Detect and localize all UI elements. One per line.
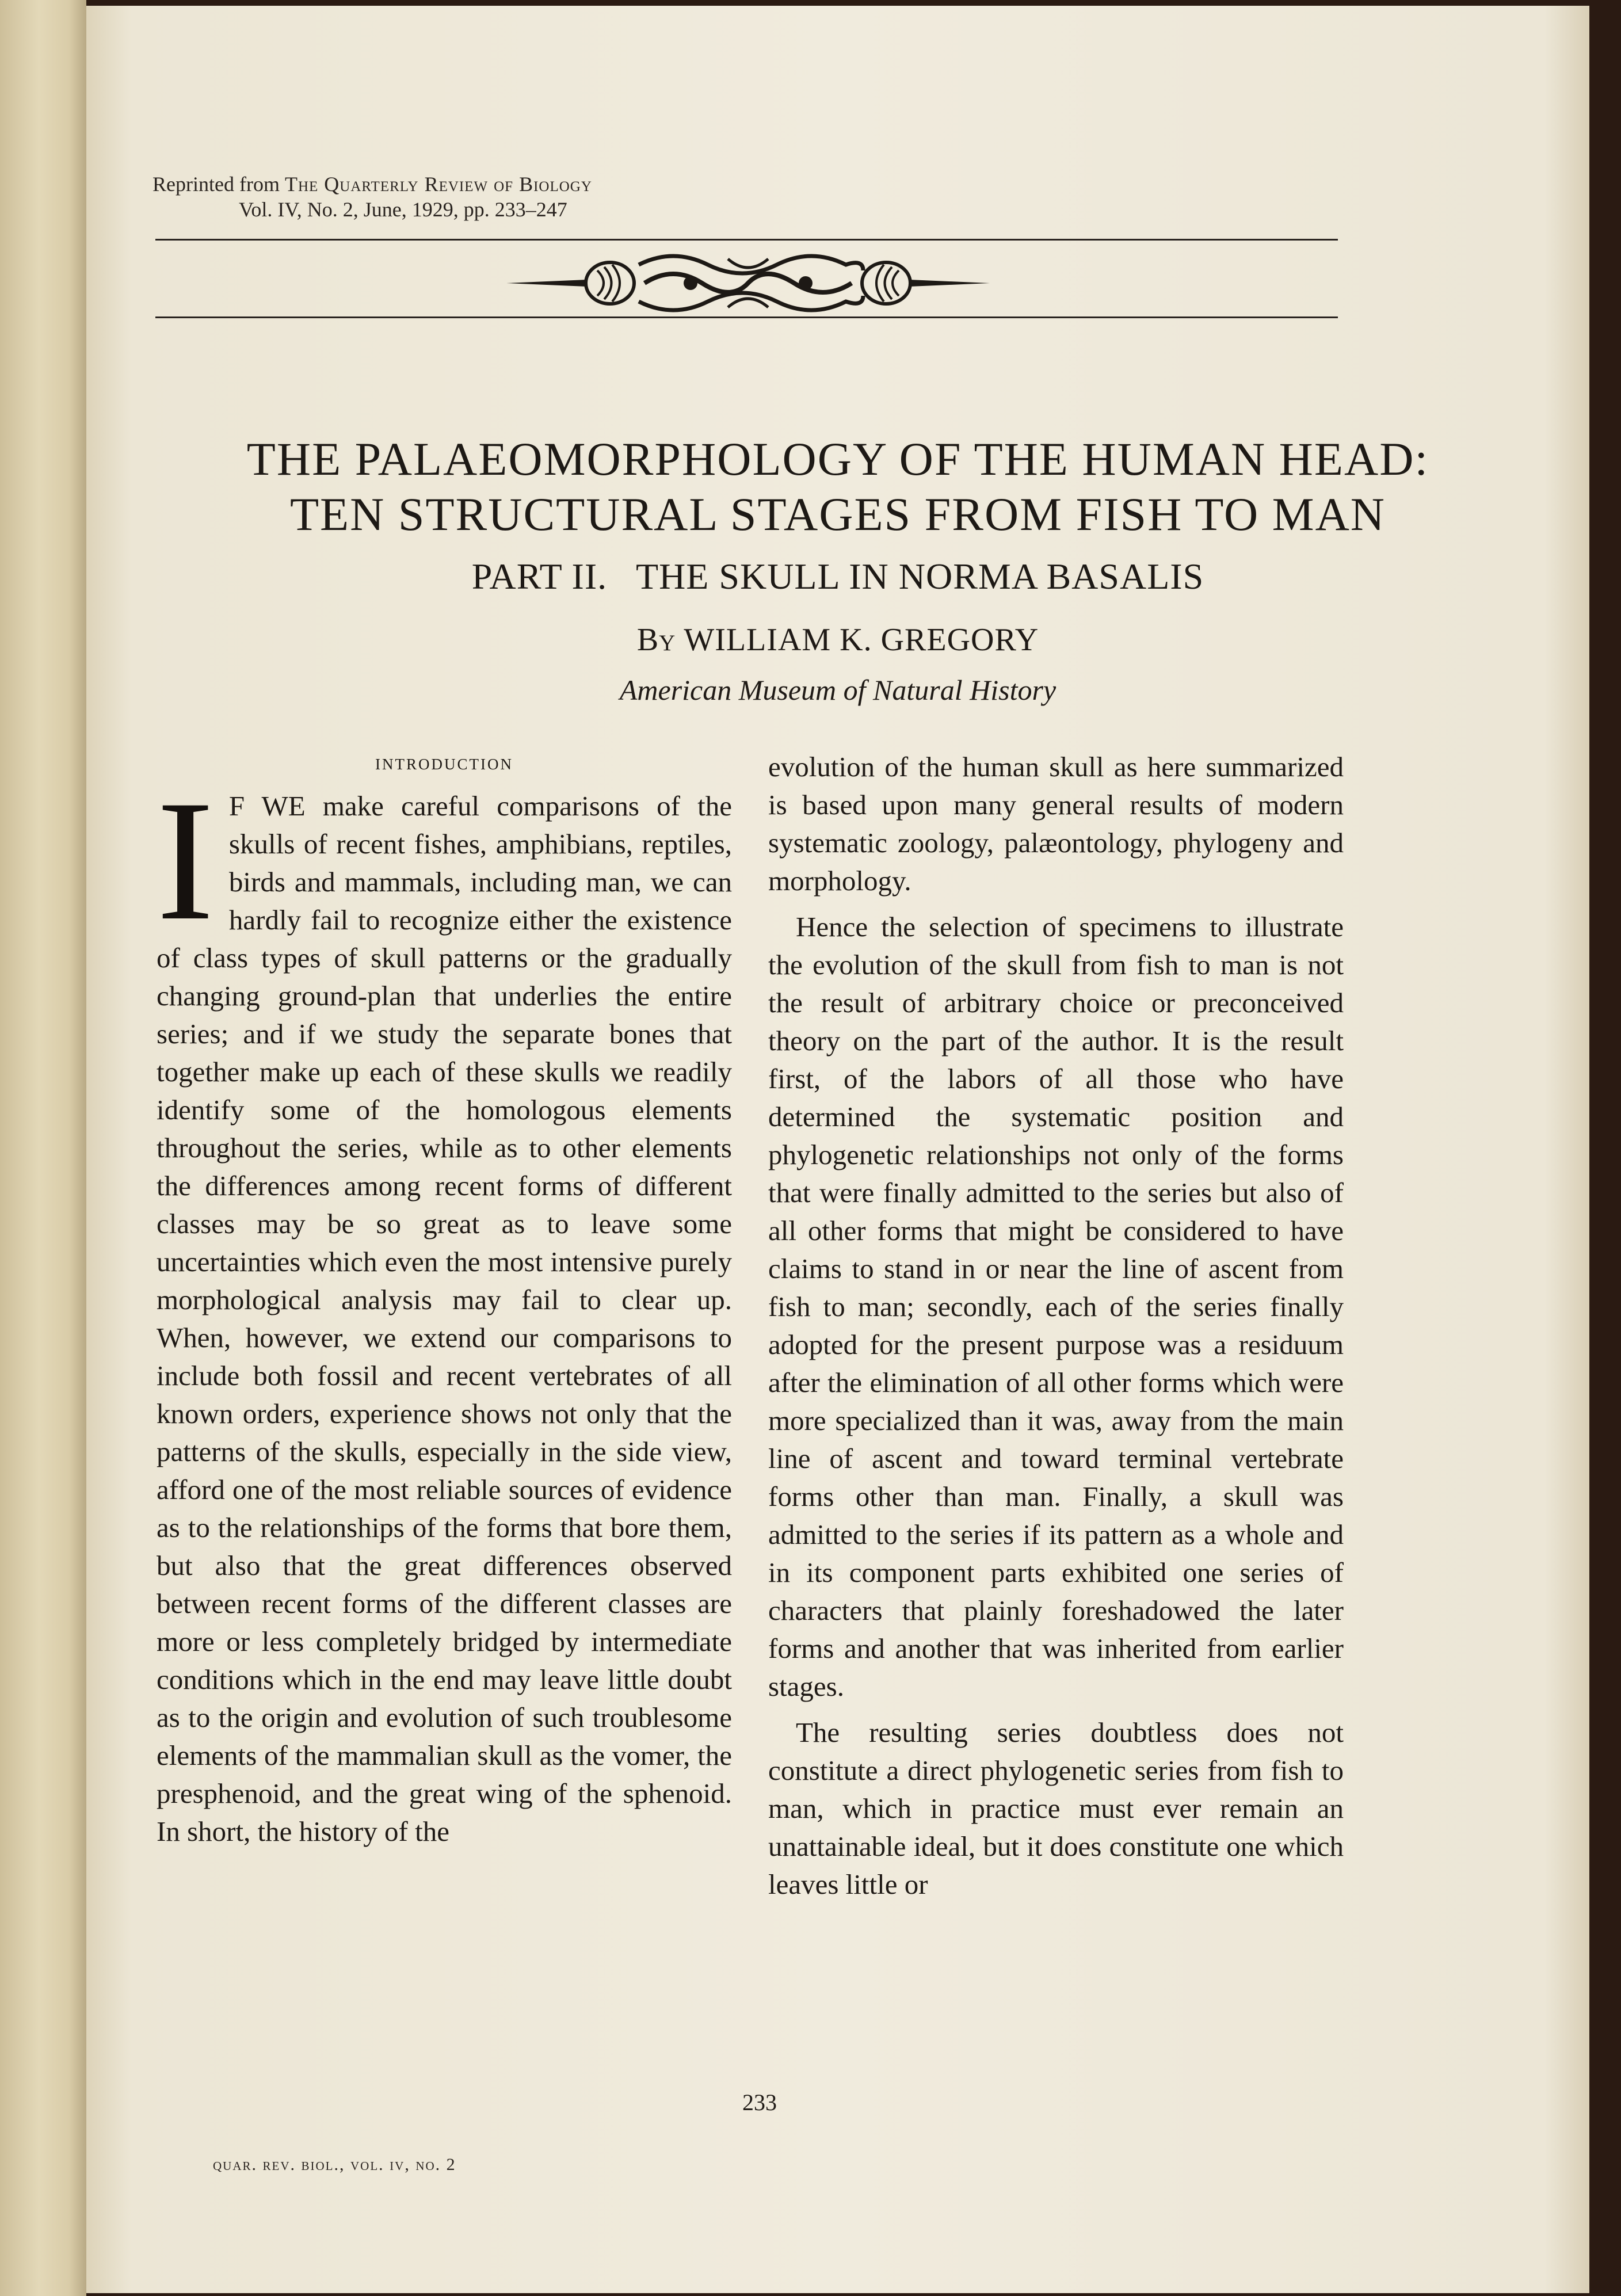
paragraph-2: Hence the selection of specimens to illustrate the evolution of the skull from fish to man is not the result of arbitrary choice or preconceived theory on the part of the author. It is the result first, of the labors of all those who have determined the systematic position and phylogenetic relationships not only of the forms that were finally admitted to the series but also of all other forms that might be considered to have claims to stand in or near the line of ascent from fish to man; secondly, each of the series finally adopted for the present purpose was a residuum after the elimination of all other forms which were more specialized than it was, away from the main line of ascent and toward terminal vertebrate forms other than man. Finally, a skull was admitted to the series if its pattern as a whole and in its component parts exhibited one series of characters that plainly foreshadowed the later forms and another that was inherited from earlier stages.	[768, 911, 1344, 1702]
reprint-masthead	[152, 171, 592, 222]
first-word: F WE	[228, 790, 306, 822]
masthead-journal: The Quarterly Review of Biology	[284, 173, 592, 196]
book-spine-edge	[0, 0, 86, 2296]
drop-cap: I	[157, 765, 214, 956]
paragraph-1-text: make careful comparisons of the skulls of recent fishes, amphibians, reptiles, birds and mammals, including man, we can hardly fail to recognize either the existence of class types of skull patterns or the gradually changing ground-plan that underlies the entire series; and if we study the separate bones that together make up each of these skulls we readily identify some of the homologous elements throughout the series, while as to other elements the differences among recent forms of different classes may be so great as to leave some uncertainties which even the most intensive purely morphological analysis may fail to clear up. When, however, we extend our comparisons to include both fossil and recent vertebrates of all known orders, experience shows not only that the patterns of the skulls, especially in the side view, afford one of the most reliable sources of evidence as to the relationships of the forms that bore them, but also that the great differences observed between recent forms of the different classes are more or less completely bridged by intermediate conditions which in the end may leave little doubt as to the origin and evolution of such troublesome elements of the mammalian skull as the vomer, the presphenoid, and the great wing of the sphenoid. In short, the history of the	[157, 790, 733, 1847]
article-subtitle: PART II. THE SKULL IN NORMA BASALIS	[471, 556, 1204, 597]
author-by: By	[636, 622, 676, 658]
scan-background-edge	[1589, 0, 1621, 2296]
journal-footer: quar. rev. biol., vol. iv, no. 2	[213, 2155, 456, 2174]
paragraph-1	[157, 765, 733, 1851]
paragraph-3: The resulting series doubtless does not constitute a direct phylogenetic series from fish to man, which in practice must ever remain an unattainable ideal, but it does constitute one which leaves little or	[768, 1717, 1344, 1900]
masthead-prefix: Reprinted from	[152, 173, 285, 196]
masthead-volume: Vol. IV, No. 2, June, 1929, pp. 233–247	[239, 198, 567, 221]
article-title-line2: TEN STRUCTURAL STAGES FROM FISH TO MAN	[289, 488, 1386, 540]
article-title-line1: THE PALAEOMORPHOLOGY OF THE HUMAN HEAD:	[246, 433, 1429, 485]
author-name: WILLIAM K. GREGORY	[684, 622, 1039, 658]
paragraph-1-continued: evolution of the human skull as here summarized is based upon many general results of modern systematic zoology, palæontology, phylogeny and morphology.	[768, 751, 1344, 897]
author-affiliation: American Museum of Natural History	[619, 674, 1056, 706]
bottom-rule	[155, 316, 1338, 318]
decorative-scroll-ornament-icon	[501, 242, 996, 322]
left-column	[157, 748, 732, 1851]
page-number: 233	[742, 2089, 777, 2115]
author-line	[86, 621, 1589, 658]
right-column	[768, 748, 1344, 1904]
journal-page	[86, 6, 1589, 2293]
section-heading: introduction	[375, 750, 513, 775]
top-rule	[155, 239, 1338, 241]
